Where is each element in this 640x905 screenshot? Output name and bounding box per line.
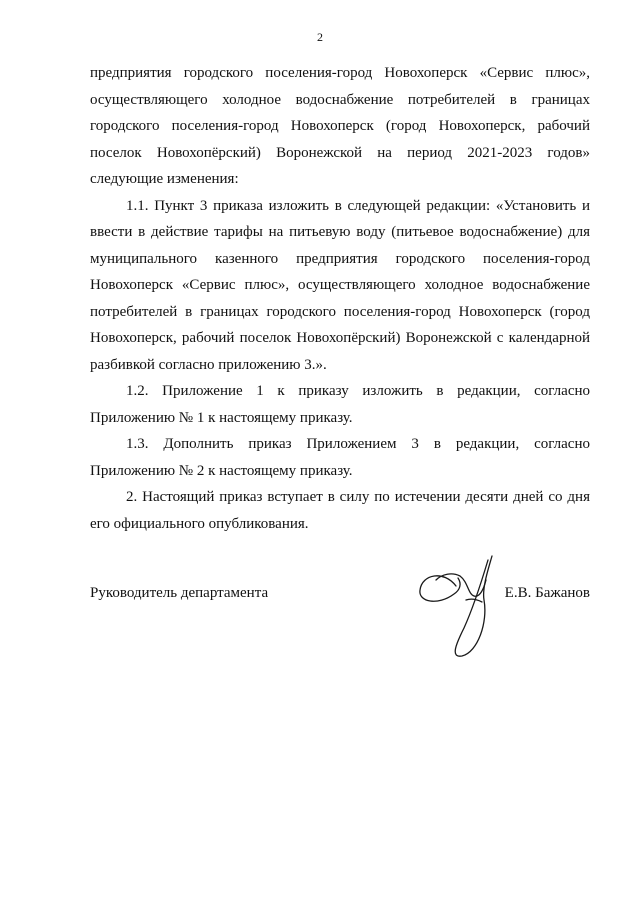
page-number: 2 [317,30,323,44]
paragraph-item-1-3: 1.3. Дополнить приказ Приложением 3 в редакции, согласно Приложению № 2 к настоящему приказу. [90,436,590,479]
signature-block [90,585,590,609]
paragraph-item-1-1: 1.1. Пункт 3 приказа изложить в следующей редакции: «Установить и ввести в действие тарифы на питьевую воду (питьевое водоснабжение) для муниципального казенного предприятия городского поселения-город Новохоперск «Сервис плюс», осуществляющего холодное водоснабжение потребителей в границах городского поселения-город Новохоперск (город Новохоперск, рабочий поселок Новохопёрский) Воронежской с календарной разбивкой согласно приложению 3.». [90,197,590,373]
paragraph-item-2: 2. Настоящий приказ вступает в силу по истечении десяти дней со дня его официального опубликования. [90,489,590,532]
signer-name: Е.В. Бажанов [504,585,590,601]
document-body [90,60,590,537]
paragraph-item-1-2: 1.2. Приложение 1 к приказу изложить в редакции, согласно Приложению № 1 к настоящему приказу. [90,383,590,426]
paragraph-intro-continuation: предприятия городского поселения-город Новохоперск «Сервис плюс», осуществляющего холодное водоснабжение потребителей в границах городского поселения-город Новохоперск (город Новохоперск, рабочий поселок Новохопёрский) Воронежской на период 2021-2023 годов» следующие изменения: [90,65,590,187]
handwritten-signature [408,540,508,670]
signer-position: Руководитель департамента [90,585,269,601]
